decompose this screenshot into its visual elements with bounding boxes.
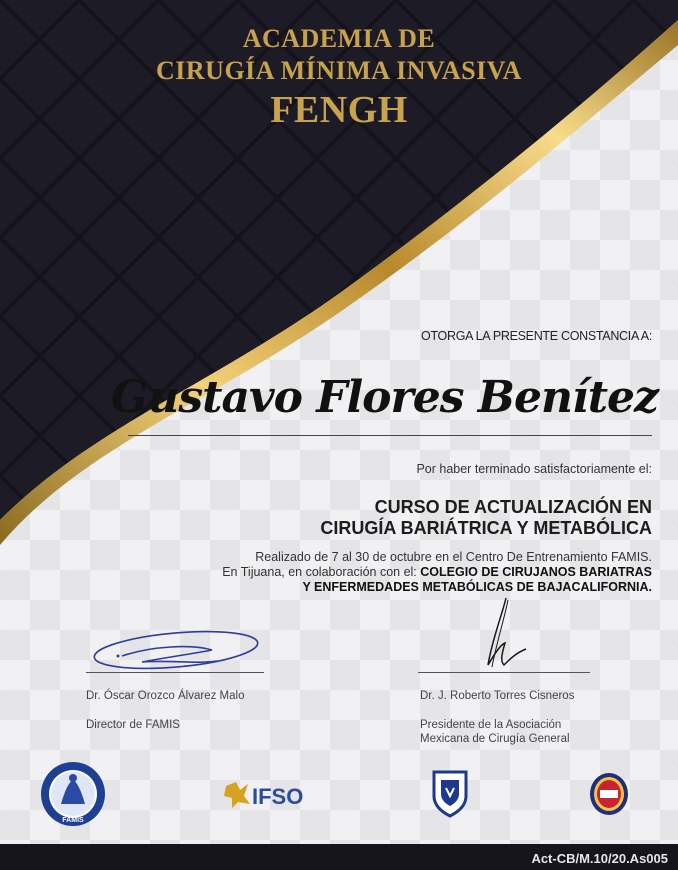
detail-line-1: Realizado de 7 al 30 de octubre en el Centro De Entrenamiento FAMIS. xyxy=(255,550,652,564)
signature-line-right xyxy=(418,672,590,673)
course-line-1: CURSO DE ACTUALIZACIÓN EN xyxy=(374,497,652,517)
signature-role-right-line-1: Presidente de la Asociación xyxy=(420,719,562,731)
ifso-logo xyxy=(222,778,314,812)
detail-line-2-prefix: En Tijuana, en colaboración con el: xyxy=(222,565,417,579)
signature-line-left xyxy=(86,672,264,673)
header-line-3: FENGH xyxy=(270,89,408,131)
signature-role-right xyxy=(420,718,570,746)
famis-seal-text: FAMIS xyxy=(62,817,84,824)
signature-name-right: Dr. J. Roberto Torres Cisneros xyxy=(420,690,575,702)
signature-role-left xyxy=(86,718,180,732)
famis-seal-logo xyxy=(39,760,107,828)
shield-logo xyxy=(430,768,470,820)
course-line-2: CIRUGÍA BARIÁTRICA Y METABÓLICA xyxy=(320,518,652,538)
grant-text: OTORGA LA PRESENTE CONSTANCIA A: xyxy=(421,329,652,343)
course-details xyxy=(222,550,652,595)
certificate-code: Act-CB/M.10/20.As005 xyxy=(531,851,668,866)
detail-line-2 xyxy=(222,565,652,580)
detail-line-3-bold: Y ENFERMEDADES METABÓLICAS DE BAJACALIFORNIA. xyxy=(302,580,652,594)
header-line-2: CIRUGÍA MÍNIMA INVASIVA xyxy=(156,56,522,85)
signature-right-image xyxy=(470,595,560,675)
association-seal-logo xyxy=(588,771,630,817)
signature-role-left-line-1: Director de FAMIS xyxy=(86,719,180,731)
recipient-name: Gustavo Flores Benítez xyxy=(110,372,658,423)
reason-text: Por haber terminado satisfactoriamente el: xyxy=(416,462,652,476)
footer-bar xyxy=(0,844,678,870)
signature-name-left: Dr. Óscar Orozco Álvarez Malo xyxy=(86,690,245,702)
name-underline xyxy=(128,435,652,436)
signature-left-image xyxy=(92,626,268,676)
detail-line-3 xyxy=(222,580,652,595)
course-title xyxy=(320,497,652,539)
detail-line-2-bold: COLEGIO DE CIRUJANOS BARIATRAS xyxy=(420,565,652,579)
header-line-1: ACADEMIA DE xyxy=(242,24,436,53)
signature-role-right-line-2: Mexicana de Cirugía General xyxy=(420,733,570,745)
ifso-logo-text: IFSO xyxy=(252,784,304,809)
